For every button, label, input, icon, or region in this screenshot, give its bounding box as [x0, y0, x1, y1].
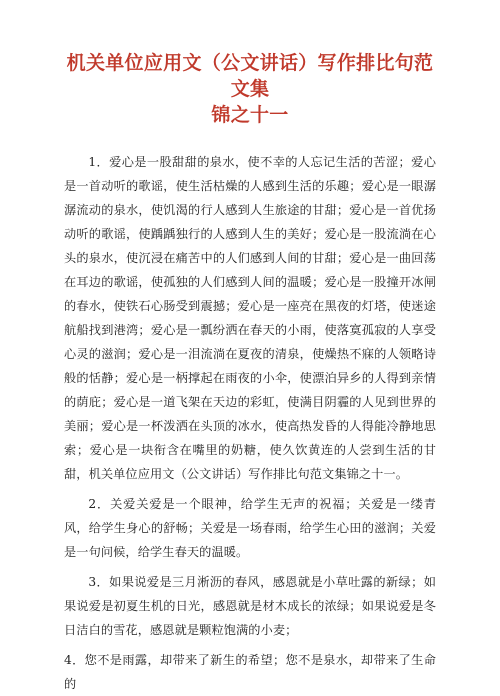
paragraph-1: 1．爱心是一股甜甜的泉水，使不幸的人忘记生活的苦涩；爱心是一首动听的歌谣，使生活枯燥的人感到生活的乐趣；爱心是一眼潺潺流动的泉水，使饥渴的行人感到人生旅途的甘甜；爱心是一首优扬动听的歌谣，使踽踽独行的人感到人生的美好；爱心是一股流淌在心头的泉水，使沉浸在痛苦中的人们感到人间的甘甜；爱心是一曲回荡在耳边的歌谣，使孤独的人们感到人间的温暖；爱心是一股撞开冰闸的春水，使铁石心肠受到震撼；爱心是一座亮在黑夜的灯塔，使迷途航船找到港湾；爱心是一瓢纷洒在春天的小雨，使落寞孤寂的人享受心灵的滋润；爱心是一泪流淌在夏夜的清泉，使燥热不寐的人领略诗般的恬静；爱心是一柄撑起在雨夜的小伞，使漂泊异乡的人得到亲情的荫庇；爱心是一道飞架在天边的彩虹，使满目阴霾的人见到世界的美丽；爱心是一杯泼洒在头顶的冰水，使高热发昏的人得能冷静地思索；爱心是一块衔含在嘴里的奶糖，使久饮黄连的人尝到生活的甘甜，机关单位应用文（公文讲话）写作排比句范文集锦之十一。 — [64, 155, 436, 481]
document-body — [64, 150, 436, 696]
title-line-1: 机关单位应用文（公文讲话）写作排比句范文集 — [66, 52, 434, 100]
title-line-2: 锦之十一 — [211, 104, 289, 126]
paragraph-2: 2．关爱关爱是一个眼神，给学生无声的祝福；关爱是一缕青风，给学生身心的舒畅；关爱是一场春雨，给学生心田的滋润；关爱是一句问候，给学生春天的温暖。 — [64, 497, 436, 559]
paragraph-4: 4．您不是雨露，却带来了新生的希望；您不是泉水，却带来了生命的 — [64, 653, 436, 691]
document-title — [64, 50, 436, 128]
paragraph-3: 3．如果说爱是三月淅沥的春风，感恩就是小草吐露的新绿；如果说爱是初夏生机的日光，感恩就是材木成长的浓绿；如果说爱是冬日洁白的雪花，感恩就是颗粒饱满的小麦； — [64, 575, 436, 637]
